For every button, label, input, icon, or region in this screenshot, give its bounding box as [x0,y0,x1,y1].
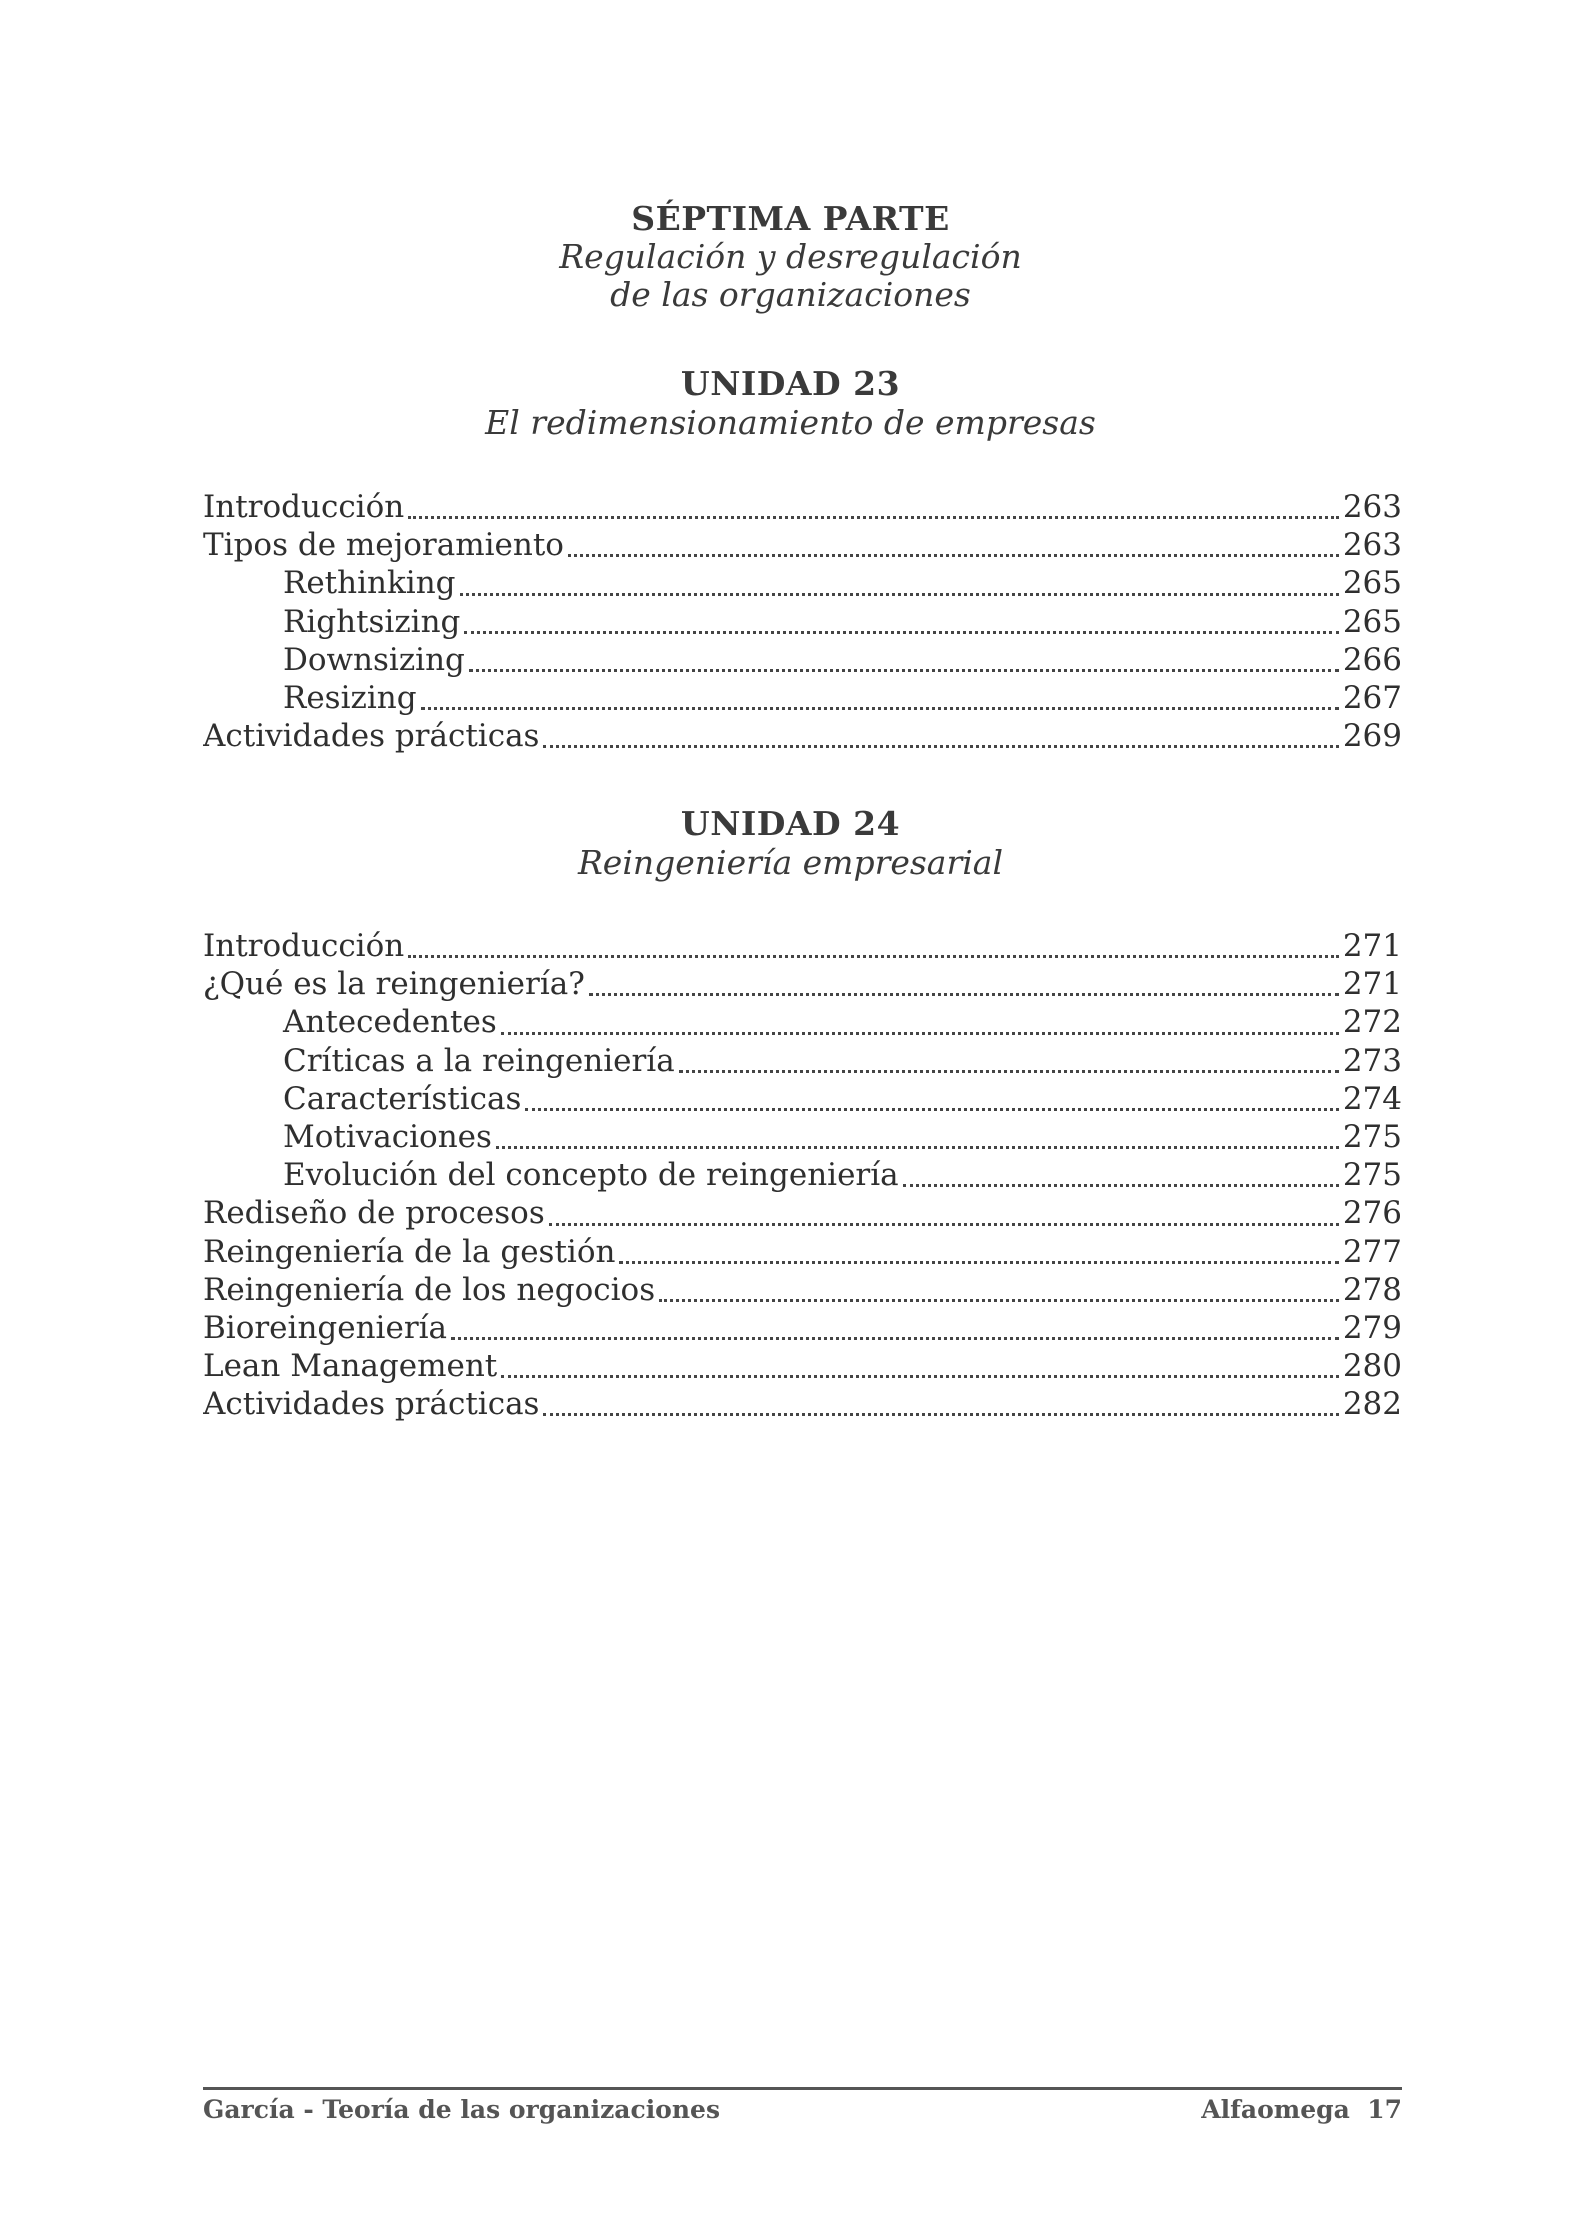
toc-entry-label: Evolución del concepto de reingeniería [283,1157,899,1194]
toc-leader-dots [464,611,1338,634]
part-subtitle-line1: Regulación y desregulación [559,237,1022,276]
toc-entry [203,1195,1402,1233]
toc-entry-label: Actividades prácticas [203,1386,540,1423]
toc-entry-label: Actividades prácticas [203,718,540,755]
toc-entry-page: 265 [1342,565,1402,602]
toc-entry [203,489,1402,527]
toc-entry [203,604,1402,642]
toc-entry-page: 275 [1342,1118,1402,1155]
toc-entry [203,966,1402,1004]
toc-leader-dots [408,496,1339,519]
part-title: SÉPTIMA PARTE [631,199,950,238]
unit23-toc [203,489,1402,756]
toc-entry-page: 271 [1342,966,1402,1003]
toc-entry-label: Introducción [203,489,405,525]
toc-leader-dots [619,1241,1338,1264]
toc-entry-label: Rightsizing [283,603,461,640]
page-footer [203,2095,1402,2124]
toc-entry-page: 277 [1342,1233,1402,1270]
unit24-subtitle: Reingeniería empresarial [577,843,1004,882]
unit24-header [0,804,1581,882]
part-header [0,200,1581,314]
toc-leader-dots [589,973,1339,996]
toc-leader-dots [543,725,1338,748]
toc-leader-dots [469,649,1339,672]
toc-leader-dots [408,935,1339,958]
toc-leader-dots [543,1393,1338,1416]
toc-entry [203,1234,1402,1272]
toc-entry [203,928,1402,966]
toc-entry [203,718,1402,756]
toc-leader-dots [568,534,1339,557]
toc-leader-dots [659,1279,1339,1302]
toc-leader-dots [501,1012,1339,1035]
toc-entry [203,1004,1402,1042]
toc-entry-label: Downsizing [283,641,465,678]
toc-entry-page: 263 [1342,527,1402,564]
toc-entry [203,565,1402,603]
toc-entry [203,1157,1402,1195]
toc-entry [203,1081,1402,1119]
part-subtitle-line2: de las organizaciones [610,275,971,314]
unit24-title: UNIDAD 24 [680,804,901,843]
unit23-header [0,364,1581,442]
toc-entry-page: 267 [1342,679,1402,716]
unit23-subtitle: El redimensionamiento de empresas [485,403,1096,442]
toc-entry-label: Lean Management [203,1348,498,1385]
toc-entry-page: 272 [1342,1004,1402,1041]
toc-entry [203,1310,1402,1348]
footer-rule [203,2087,1402,2090]
toc-leader-dots [421,687,1339,710]
toc-entry-label: Introducción [203,928,405,964]
toc-entry [203,527,1402,565]
toc-entry-page: 263 [1342,489,1402,525]
toc-entry [203,680,1402,718]
footer-book-title: García - Teoría de las organizaciones [203,2095,721,2124]
toc-entry-page: 271 [1342,928,1402,964]
toc-leader-dots [549,1203,1339,1226]
toc-leader-dots [903,1164,1339,1187]
unit24-toc [203,928,1402,1424]
toc-entry-page: 279 [1342,1309,1402,1346]
footer-publisher: Alfaomega [1201,2095,1350,2124]
toc-entry-page: 275 [1342,1157,1402,1194]
toc-leader-dots [460,573,1339,596]
toc-entry-label: Rediseño de procesos [203,1195,545,1232]
toc-entry-label: Resizing [283,679,417,716]
toc-entry [203,1043,1402,1081]
toc-entry-page: 276 [1342,1195,1402,1232]
toc-entry-page: 280 [1342,1348,1402,1385]
toc-entry-page: 278 [1342,1271,1402,1308]
toc-entry-page: 269 [1342,718,1402,755]
toc-entry-page: 282 [1342,1386,1402,1423]
toc-entry [203,1272,1402,1310]
toc-entry-label: Reingeniería de los negocios [203,1271,656,1308]
unit23-title: UNIDAD 23 [680,364,901,403]
toc-entry-label: Bioreingeniería [203,1309,448,1346]
toc-entry-label: Tipos de mejoramiento [203,527,564,564]
toc-leader-dots [501,1355,1339,1378]
toc-entry [203,1119,1402,1157]
toc-entry-page: 265 [1342,603,1402,640]
toc-entry-label: Características [283,1080,522,1117]
toc-entry-label: Rethinking [283,565,456,602]
toc-entry-label: Antecedentes [283,1004,497,1041]
toc-leader-dots [496,1126,1339,1149]
toc-entry-label: Críticas a la reingeniería [283,1042,675,1079]
toc-entry-label: Reingeniería de la gestión [203,1233,616,1270]
toc-entry-page: 274 [1342,1080,1402,1117]
toc-entry-page: 273 [1342,1042,1402,1079]
footer-right [1201,2095,1402,2124]
toc-leader-dots [525,1088,1338,1111]
toc-entry [203,1386,1402,1424]
toc-leader-dots [451,1317,1339,1340]
toc-entry [203,642,1402,680]
toc-entry-label: ¿Qué es la reingeniería? [203,966,585,1003]
footer-page-number: 17 [1367,2095,1402,2124]
toc-entry-page: 266 [1342,641,1402,678]
toc-entry [203,1348,1402,1386]
toc-entry-label: Motivaciones [283,1118,492,1155]
toc-leader-dots [679,1050,1339,1073]
